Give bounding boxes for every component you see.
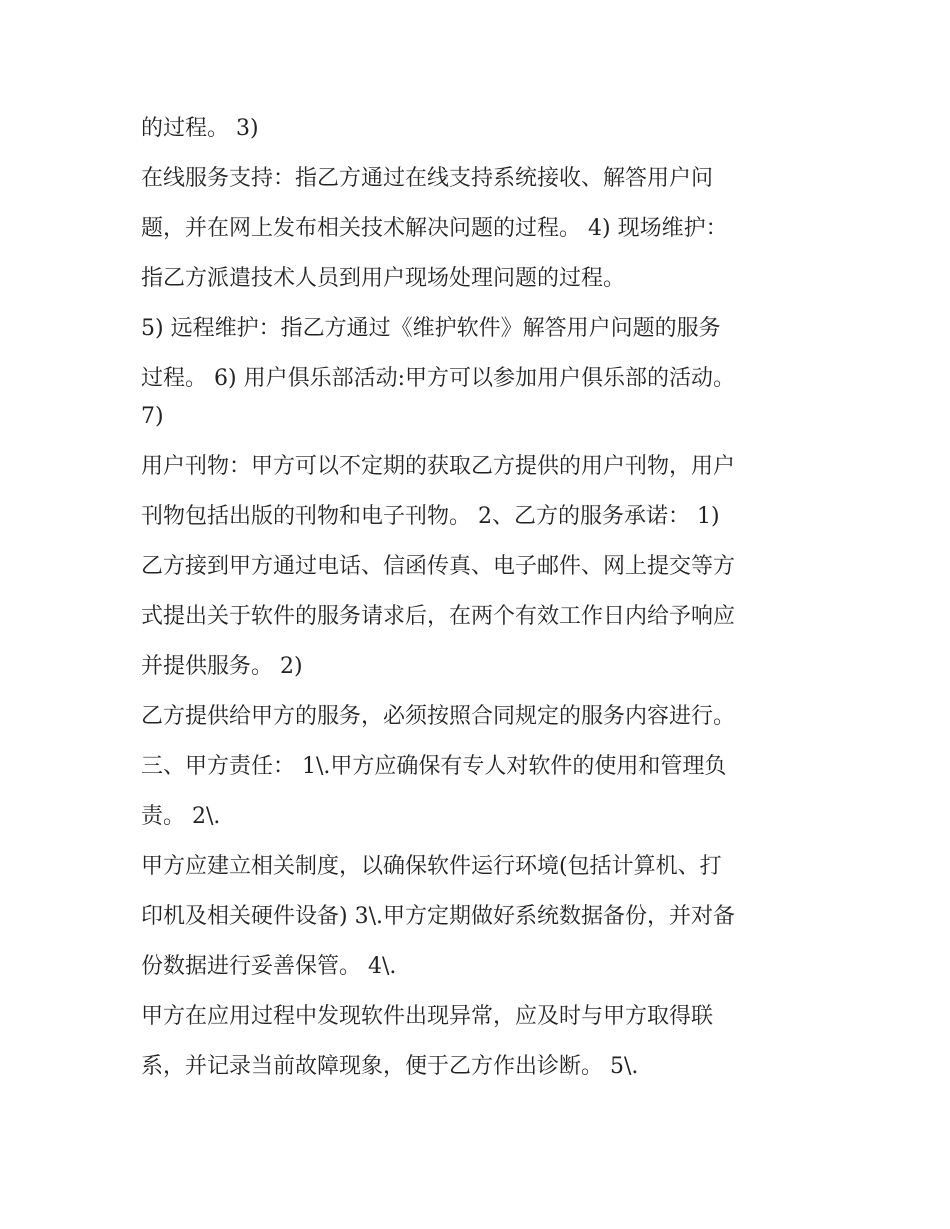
text-line-11: 式提出关于软件的服务请求后，在两个有效工作日内给予响应 [141,604,736,629]
text-line-13: 乙方提供给甲方的服务，必须按照合同规定的服务内容进行。 [141,704,736,729]
text-line-16: 甲方应建立相关制度，以确保软件运行环境(包括计算机、打 [141,854,722,879]
document-body [141,110,831,1098]
text-line-20: 系，并记录当前故障现象，便于乙方作出诊断。 5\. [141,1054,639,1079]
text-line-7: 7) [141,404,164,429]
text-line-18: 份数据进行妥善保管。 4\. [141,954,397,979]
text-line-5: 5) 远程维护：指乙方通过《维护软件》解答用户问题的服务 [141,316,721,341]
text-line-3: 题，并在网上发布相关技术解决问题的过程。 4) 现场维护： [141,216,728,241]
text-line-4: 指乙方派遣技术人员到用户现场处理问题的过程。 [141,266,626,291]
text-line-8: 用户刊物：甲方可以不定期的获取乙方提供的用户刊物，用户 [141,454,736,479]
text-line-2: 在线服务支持：指乙方通过在线支持系统接收、解答用户问 [141,166,714,191]
text-line-14: 三、甲方责任： 1\.甲方应确保有专人对软件的使用和管理负 [141,754,727,779]
text-line-19: 甲方在应用过程中发现软件出现异常，应及时与甲方取得联 [141,1004,714,1029]
text-line-1: 的过程。 3) [141,116,259,141]
text-line-10: 乙方接到甲方通过电话、信函传真、电子邮件、网上提交等方 [141,554,736,579]
text-line-6: 过程。 6) 用户俱乐部活动:甲方可以参加用户俱乐部的活动。 [141,366,735,391]
text-line-15: 责。 2\. [141,804,221,829]
text-line-9: 刊物包括出版的刊物和电子刊物。 2、乙方的服务承诺： 1) [141,504,720,529]
text-line-12: 并提供服务。 2) [141,654,303,679]
text-line-17: 印机及相关硬件设备) 3\.甲方定期做好系统数据备份，并对备 [141,904,735,929]
